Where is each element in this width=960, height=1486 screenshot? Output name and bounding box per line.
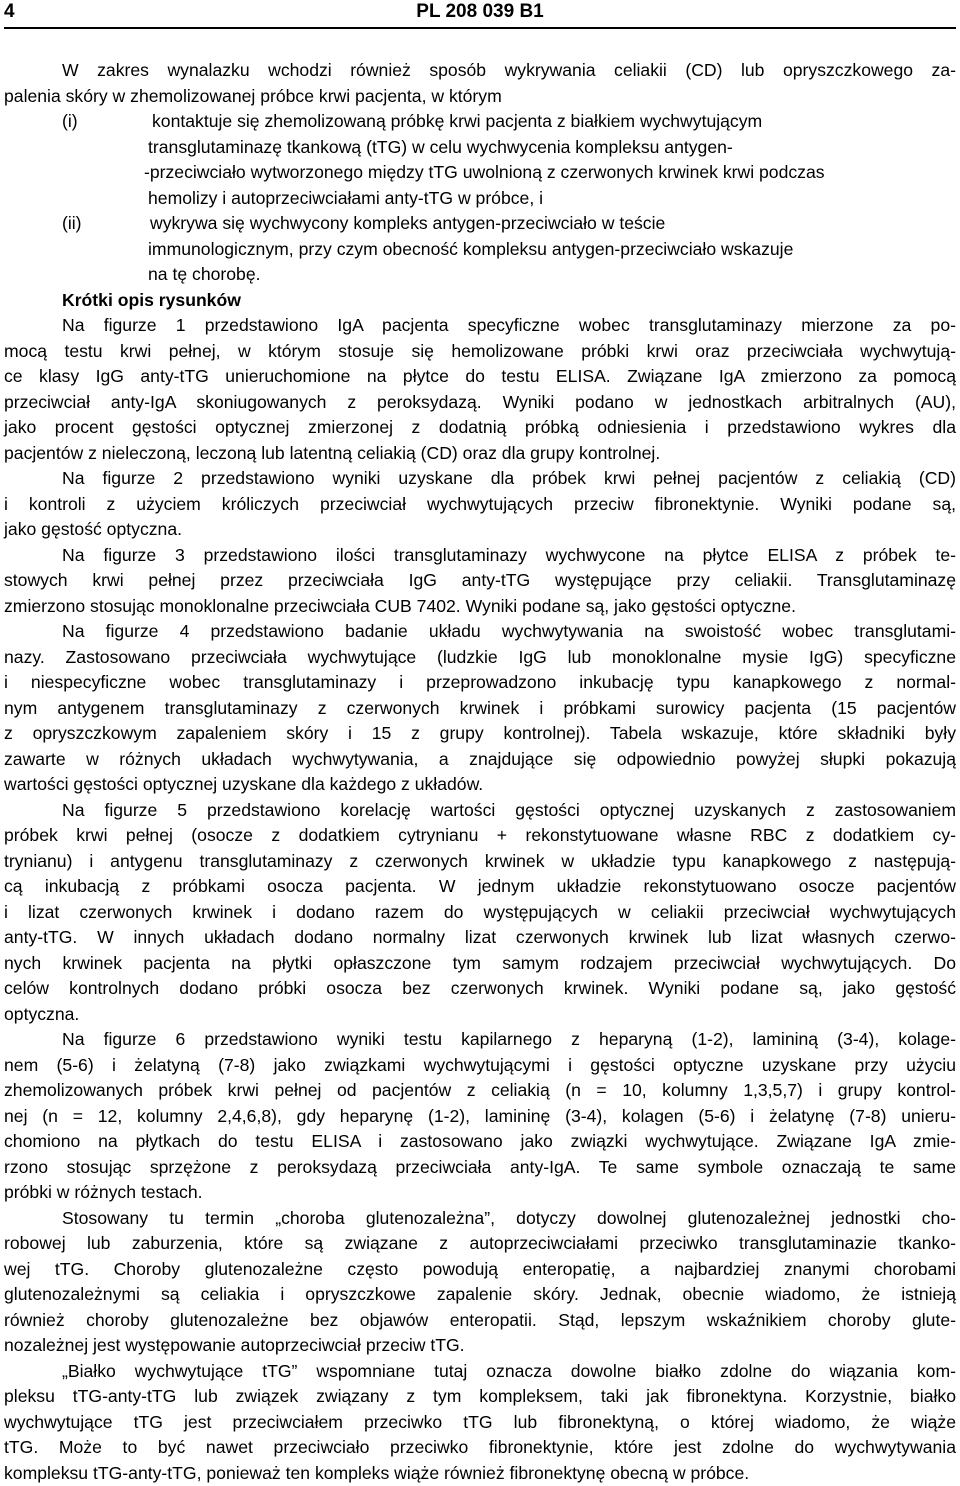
- text-line: „Białko wychwytujące tTG” wspomniane tutaj oznacza dowolne białko zdolne do wiązania kom-: [62, 1359, 956, 1385]
- text-line: transglutaminazę tkankową (tTG) w celu wychwycenia kompleksu antygen-: [148, 135, 733, 161]
- text-line: i kontroli z użyciem króliczych przeciwciał wychwytujących przeciw fibronektynie. Wyniki podane są,: [4, 492, 956, 518]
- text-line: Na figurze 3 przedstawiono ilości transglutaminazy wychwycone na płytce ELISA z próbek te-: [62, 543, 956, 569]
- text-line: wykrywa się wychwycony kompleks antygen-przeciwciało w teście: [150, 211, 665, 237]
- text-line: celów kontrolnych dodano próbki osocza bez czerwonych krwinek. Wyniki podane są, jako gęstość: [4, 976, 956, 1002]
- text-line: i lizat czerwonych krwinek i dodano razem do występujących w celiakii przeciwciał wychwytujących: [4, 900, 956, 926]
- text-line: jako gęstość optyczna.: [4, 517, 182, 543]
- text-line: ce klasy IgG anty-tTG unieruchomione na płytce do testu ELISA. Związane IgA zmierzono za pomocą: [4, 364, 956, 390]
- text-line: przeciwciał anty-IgA skoniugowanych z peroksydazą. Wyniki podano w jednostkach arbitralnych (AU),: [4, 390, 956, 416]
- text-line: pleksu tTG-anty-tTG lub związek związany z tym kompleksem, taki jak fibronektyna. Korzystnie, białko: [4, 1384, 956, 1410]
- text-line: W zakres wynalazku wchodzi również sposób wykrywania celiakii (CD) lub opryszczkowego za-: [62, 58, 956, 84]
- text-line: nym antygenem transglutaminazy z czerwonych krwinek i próbkami surowicy pacjenta (15 pacjentów: [4, 696, 956, 722]
- text-line: nych krwinek pacjenta na płytki opłaszczone tym samym rodzajem przeciwciał wychwytujących. Do: [4, 951, 956, 977]
- text-line: nozależnej jest występowanie autoprzeciwciał przeciw tTG.: [4, 1333, 465, 1359]
- text-line: wychwytujące tTG jest przeciwciałem przeciwko tTG lub fibronektyną, o której wiadomo, że wiąże: [4, 1410, 956, 1436]
- text-line: wej tTG. Choroby glutenozależne często powodują enteropatię, a najbardziej znanymi chorobami: [4, 1257, 956, 1283]
- text-line: immunologicznym, przy czym obecność kompleksu antygen-przeciwciało wskazuje: [148, 237, 793, 263]
- text-line: próbek krwi pełnej (osocze z dodatkiem cytrynianu + rekonstytuowane własne RBC z dodatkiem cy-: [4, 823, 956, 849]
- text-line: i niespecyficzne wobec transglutaminazy i przeprowadzono inkubację typu kanapkowego z normal-: [4, 670, 956, 696]
- text-line: zmierzono stosując monoklonalne przeciwciała CUB 7402. Wyniki podane są, jako gęstości optyczne.: [4, 594, 796, 620]
- list-marker: (ii): [62, 211, 82, 237]
- text-line: cą inkubacją z próbkami osocza pacjenta. W jednym układzie rekonstytuowano osocze pacjentów: [4, 874, 956, 900]
- text-line: Na figurze 6 przedstawiono wyniki testu kapilarnego z heparyną (1-2), lamininą (3-4), kolage-: [62, 1027, 956, 1053]
- text-line: wartości gęstości optycznej uzyskane dla każdego z układów.: [4, 772, 483, 798]
- text-line: jako procent gęstości optycznej zmierzonej z dodatnią próbką odniesienia i przedstawiono wykres dla: [4, 415, 956, 441]
- text-line: nem (5-6) i żelatyną (7-8) jako związkami wychwytującymi i gęstości optyczne uzyskane przy użyciu: [4, 1053, 956, 1079]
- text-line: na tę chorobę.: [148, 262, 261, 288]
- text-line: -przeciwciało wytworzonego między tTG uwolnioną z czerwonych krwinek krwi podczas: [144, 160, 825, 186]
- text-line: zawarte w różnych układach wychwytywania, a znajdujące się odpowiednio powyżej słupki pokazują: [4, 747, 956, 773]
- text-line: nej (n = 12, kolumny 2,4,6,8), gdy heparynę (1-2), lamininę (3-4), kolagen (5-6) i żelatynę (7-8) unieru-: [4, 1104, 956, 1130]
- text-line: Na figurze 5 przedstawiono korelację wartości gęstości optycznej uzyskanych z zastosowaniem: [62, 798, 956, 824]
- text-line: Stosowany tu termin „choroba glutenozależna”, dotyczy dowolnej glutenozależnej jednostki cho-: [62, 1206, 956, 1232]
- header-rule: [4, 27, 956, 29]
- text-line: Na figurze 4 przedstawiono badanie układu wychwytywania na swoistość wobec transglutami-: [62, 619, 956, 645]
- text-line: próbki w różnych testach.: [4, 1180, 203, 1206]
- text-line: optyczna.: [4, 1002, 79, 1028]
- text-line: trynianu) i antygenu transglutaminazy z czerwonych krwinek w układzie typu kanapkowego z następują-: [4, 849, 956, 875]
- text-line: kompleksu tTG-anty-tTG, ponieważ ten kompleks wiąże również fibronektynę obecną w próbce.: [4, 1461, 749, 1486]
- text-line: rzono stosując sprzężone z peroksydazą przeciwciała anty-IgA. Te same symbole oznaczają te same: [4, 1155, 956, 1181]
- patent-id: PL 208 039 B1: [4, 0, 956, 24]
- text-line: chomiono na płytkach do testu ELISA i zastosowano jako związki wychwytujące. Związane IgA zmie-: [4, 1129, 956, 1155]
- text-line: nazy. Zastosowano przeciwciała wychwytujące (ludzkie IgG lub monoklonalne mysie IgG) specyficzne: [4, 645, 956, 671]
- text-line: Na figurze 1 przedstawiono IgA pacjenta specyficzne wobec transglutaminazy mierzone za po-: [62, 313, 956, 339]
- text-line: hemolizy i autoprzeciwciałami anty-tTG w próbce, i: [148, 186, 543, 212]
- text-line: również choroby glutenozależne bez objawów enteropatii. Stąd, lepszym wskaźnikiem choroby glute-: [4, 1308, 956, 1334]
- list-marker: (i): [62, 109, 78, 135]
- page-header: [4, 0, 956, 24]
- text-line: glutenozależnymi są celiakia i opryszczkowe zapalenie skóry. Jednak, obecnie wiadomo, że istnieją: [4, 1282, 956, 1308]
- text-line: stowych krwi pełnej przez przeciwciała IgG anty-tTG występujące przy celiakii. Transglutaminazę: [4, 568, 956, 594]
- text-line: zhemolizowanych próbek krwi pełnej od pacjentów z celiakią (n = 10, kolumny 1,3,5,7) i grupy kontrol-: [4, 1078, 956, 1104]
- text-line: pacjentów z nieleczoną, leczoną lub latentną celiakią (CD) oraz dla grupy kontrolnej.: [4, 441, 660, 467]
- text-line: kontaktuje się zhemolizowaną próbkę krwi pacjenta z białkiem wychwytującym: [152, 109, 762, 135]
- text-line: anty-tTG. W innych układach dodano normalny lizat czerwonych krwinek lub lizat własnych czerwo-: [4, 925, 956, 951]
- text-line: robowej lub zaburzenia, które są związane z autoprzeciwciałami przeciwko transglutaminazie tkanko-: [4, 1231, 956, 1257]
- text-line: tTG. Może to być nawet przeciwciało przeciwko fibronektynie, które jest zdolne do wychwytywania: [4, 1435, 956, 1461]
- text-line: palenia skóry w zhemolizowanej próbce krwi pacjenta, w którym: [4, 84, 502, 110]
- text-line: Na figurze 2 przedstawiono wyniki uzyskane dla próbek krwi pełnej pacjentów z celiakią (CD): [62, 466, 956, 492]
- section-heading: Krótki opis rysunków: [62, 288, 241, 314]
- text-line: z opryszczkowym zapaleniem skóry i 15 z grupy kontrolnej). Tabela wskazuje, które składniki były: [4, 721, 956, 747]
- page-number: 4: [4, 0, 15, 24]
- text-line: mocą testu krwi pełnej, w którym stosuje się hemolizowane próbki krwi oraz przeciwciała wychwytują-: [4, 339, 956, 365]
